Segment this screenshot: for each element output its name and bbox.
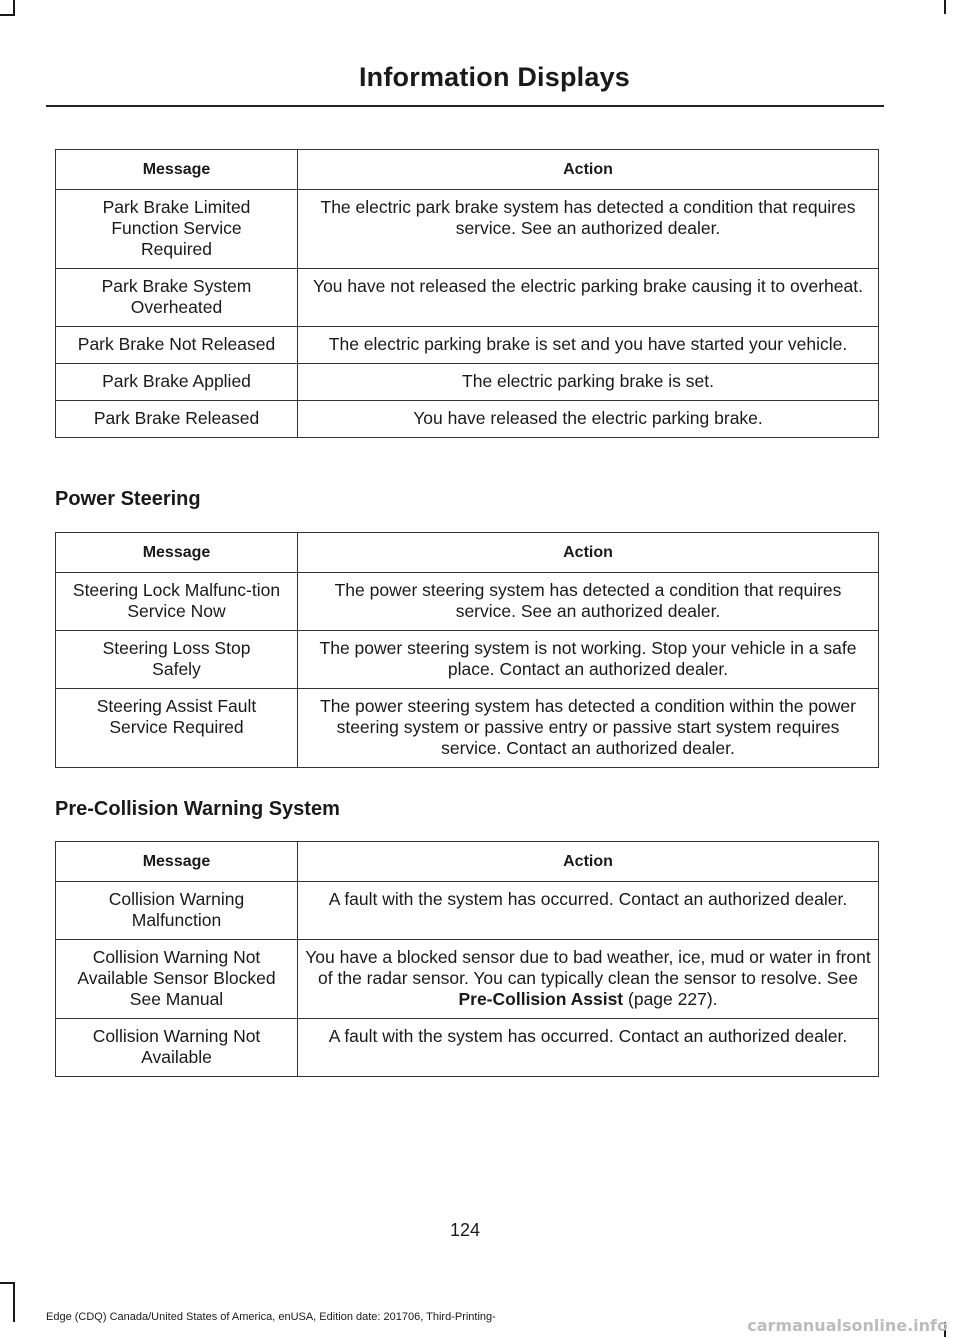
cross-reference-link[interactable]: Pre-Collision Assist: [458, 989, 624, 1009]
message-cell: Park Brake Applied: [56, 364, 298, 401]
table-header-row: [56, 533, 879, 573]
action-cell: A fault with the system has occurred. Contact an authorized dealer.: [298, 882, 879, 940]
park-brake-table: [55, 149, 879, 438]
message-cell: Park Brake Released: [56, 401, 298, 438]
message-cell: Collision Warning Not Available Sensor Blocked See Manual: [56, 940, 298, 1019]
message-cell: Park Brake Not Released: [56, 327, 298, 364]
page-reference: (page 227).: [628, 989, 718, 1009]
table-row: [56, 882, 879, 940]
table-header-row: [56, 842, 879, 882]
section-title-power-steering: Power Steering: [55, 488, 201, 510]
col-action: Action: [298, 150, 879, 190]
action-cell: The electric parking brake is set and you have started your vehicle.: [298, 327, 879, 364]
col-action: Action: [298, 533, 879, 573]
table-row: [56, 401, 879, 438]
crop-mark: [0, 1282, 15, 1284]
col-message: Message: [56, 150, 298, 190]
table-row: [56, 689, 879, 768]
crop-mark: [944, 0, 946, 14]
action-text: You have a blocked sensor due to bad weather, ice, mud or water in front of the radar sensor. You can typically clean the sensor to resolve. See: [305, 947, 871, 988]
message-cell: Steering Loss Stop Safely: [56, 631, 298, 689]
col-message: Message: [56, 842, 298, 882]
action-cell: The power steering system has detected a condition within the power steering system or passive entry or passive start system requires service. Contact an authorized dealer.: [298, 689, 879, 768]
table-header-row: [56, 150, 879, 190]
table-row: [56, 573, 879, 631]
crop-mark: [0, 14, 15, 16]
table-row: [56, 190, 879, 269]
message-cell: Park Brake Limited Function Service Required: [56, 190, 298, 269]
header-rule: [46, 105, 884, 107]
col-message: Message: [56, 533, 298, 573]
message-cell: Steering Lock Malfunc-tion Service Now: [56, 573, 298, 631]
action-cell: The electric park brake system has detected a condition that requires service. See an authorized dealer.: [298, 190, 879, 269]
page-number: 124: [449, 1220, 481, 1240]
watermark: carmanualsonline.info: [747, 1316, 948, 1335]
action-cell: You have not released the electric parking brake causing it to overheat.: [298, 269, 879, 327]
page-title: Information Displays: [358, 62, 630, 92]
table-row: [56, 631, 879, 689]
message-cell: Collision Warning Malfunction: [56, 882, 298, 940]
action-cell: The power steering system is not working. Stop your vehicle in a safe place. Contact an authorized dealer.: [298, 631, 879, 689]
message-cell: Steering Assist Fault Service Required: [56, 689, 298, 768]
action-cell: A fault with the system has occurred. Contact an authorized dealer.: [298, 1019, 879, 1077]
action-cell: The electric parking brake is set.: [298, 364, 879, 401]
table-row: [56, 269, 879, 327]
section-title-pre-collision: Pre-Collision Warning System: [55, 798, 340, 820]
table-row: [56, 364, 879, 401]
action-cell: You have released the electric parking brake.: [298, 401, 879, 438]
crop-mark: [13, 1282, 15, 1322]
crop-mark: [13, 0, 15, 14]
pre-collision-table: [55, 841, 879, 1077]
table-row: [56, 327, 879, 364]
power-steering-table: [55, 532, 879, 768]
message-cell: Park Brake System Overheated: [56, 269, 298, 327]
col-action: Action: [298, 842, 879, 882]
action-cell: [298, 940, 879, 1019]
table-row: [56, 940, 879, 1019]
message-cell: Collision Warning Not Available: [56, 1019, 298, 1077]
footer-edition: Edge (CDQ) Canada/United States of America, enUSA, Edition date: 201706, Third-Printing-: [46, 1311, 496, 1323]
table-row: [56, 1019, 879, 1077]
action-cell: The power steering system has detected a condition that requires service. See an authorized dealer.: [298, 573, 879, 631]
